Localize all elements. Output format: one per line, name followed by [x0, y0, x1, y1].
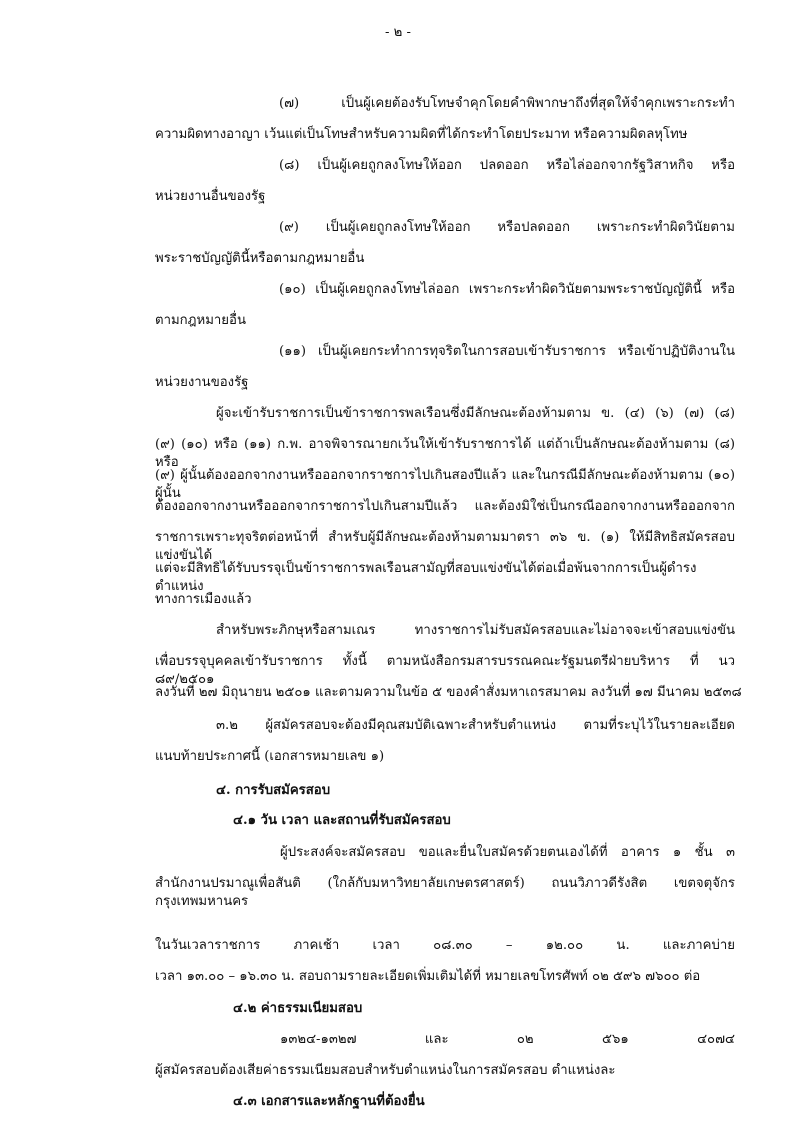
paragraph-line: (๗) เป็นผู้เคยต้องรับโทษจำคุกโดยคำพิพากษาถึงที่สุดให้จำคุกเพราะกระทำ — [279, 96, 735, 111]
paragraph-line: (๑๑) เป็นผู้เคยกระทำการทุจริตในการสอบเข้ารับราชการ หรือเข้าปฏิบัติงานใน — [279, 344, 735, 359]
section-heading: ๔.๒ ค่าธรรมเนียมสอบ — [233, 1001, 363, 1016]
paragraph-line: ผู้จะเข้ารับราชการเป็นข้าราชการพลเรือนซึ่งมีลักษณะต้องห้ามตาม ข. (๔) (๖) (๗) (๘) — [216, 406, 735, 421]
paragraph-line: ตามกฎหมายอื่น — [155, 313, 246, 328]
paragraph-line: (๙) เป็นผู้เคยถูกลงโทษให้ออก หรือปลดออก เพราะกระทำผิดวินัยตาม — [279, 220, 735, 235]
paragraph-line: ๓.๒ ผู้สมัครสอบจะต้องมีคุณสมบัติเฉพาะสำหรับตำแหน่ง ตามที่ระบุไว้ในรายละเอียด — [216, 718, 735, 733]
paragraph-line: พระราชบัญญัตินี้หรือตามกฎหมายอื่น — [155, 251, 365, 266]
paragraph-line: ในวันเวลาราชการ ภาคเช้า เวลา ๐๘.๓๐ – ๑๒.๐๐ น. และภาคบ่าย — [155, 938, 735, 953]
paragraph-line: สำหรับพระภิกษุหรือสามเณร ทางราชการไม่รับสมัครสอบและไม่อาจจะเข้าสอบแข่งขัน — [216, 623, 735, 638]
paragraph-line: เพื่อบรรจุบุคคลเข้ารับราชการ ทั้งนี้ ตามหนังสือกรมสารบรรณคณะรัฐมนตรีฝ่ายบริหาร ที่ นว ๘๙/๒๕๐๑ — [155, 654, 735, 687]
paragraph-line: ต้องออกจากงานหรือออกจากราชการไปเกินสามปีแล้ว และต้องมิใช่เป็นกรณีออกจากงานหรือออกจาก — [155, 499, 735, 514]
paragraph-line: ผู้สมัครสอบต้องเสียค่าธรรมเนียมสอบสำหรับตำแหน่งในการสมัครสอบ ตำแหน่งละ — [155, 1063, 616, 1078]
page-number: - ๒ - — [385, 25, 411, 40]
paragraph-line: ทางการเมืองแล้ว — [155, 592, 252, 607]
paragraph-line: (๙) (๑๐) หรือ (๑๑) ก.พ. อาจพิจารณายกเว้นให้เข้ารับราชการได้ แต่ถ้าเป็นลักษณะต้องห้ามตาม (๘) หรือ — [155, 437, 735, 470]
paragraph-line: ๑๓๒๔-๑๓๒๗ และ ๐๒ ๕๖๑ ๔๐๗๔ — [280, 1032, 735, 1047]
section-heading: ๔. การรับสมัครสอบ — [216, 783, 331, 798]
paragraph-line: เวลา ๑๓.๐๐ – ๑๖.๓๐ น. สอบถามรายละเอียดเพิ่มเติมได้ที่ หมายเลขโทรศัพท์ ๐๒ ๕๙๖ ๗๖๐๐ ต่อ — [155, 969, 701, 984]
paragraph-line: (๘) เป็นผู้เคยถูกลงโทษให้ออก ปลดออก หรือไล่ออกจากรัฐวิสาหกิจ หรือ — [279, 158, 735, 173]
paragraph-line: แต่จะมีสิทธิได้รับบรรจุเป็นข้าราชการพลเรือนสามัญที่สอบแข่งขันได้ต่อเมื่อพ้นจากการเป็นผู้ดำรงตำแหน่ง — [155, 561, 697, 594]
paragraph-line: หน่วยงานอื่นของรัฐ — [155, 189, 266, 204]
section-heading: ๔.๑ วัน เวลา และสถานที่รับสมัครสอบ — [233, 813, 451, 828]
paragraph-line: (๑๐) เป็นผู้เคยถูกลงโทษไล่ออก เพราะกระทำผิดวินัยตามพระราชบัญญัตินี้ หรือ — [279, 282, 735, 297]
paragraph-line: ราชการเพราะทุจริตต่อหน้าที่ สำหรับผู้มีลักษณะต้องห้ามตามมาตรา ๓๖ ข. (๑) ให้มีสิทธิสมัครสอบแข่งขันได้ — [155, 530, 735, 563]
section-heading: ๔.๓ เอกสารและหลักฐานที่ต้องยื่น — [233, 1094, 425, 1109]
paragraph-line: หน่วยงานของรัฐ — [155, 375, 249, 390]
paragraph-line: สำนักงานปรมาณูเพื่อสันติ (ใกล้กับมหาวิทยาลัยเกษตรศาสตร์) ถนนวิภาวดีรังสิต เขตจตุจักร กรุงเทพมหานคร — [155, 876, 735, 909]
paragraph-line: ผู้ประสงค์จะสมัครสอบ ขอและยื่นใบสมัครด้วยตนเองได้ที่ อาคาร ๑ ชั้น ๓ — [280, 845, 735, 860]
paragraph-line: (๙) ผู้นั้นต้องออกจากงานหรือออกจากราชการไปเกินสองปีแล้ว และในกรณีมีลักษณะต้องห้ามตาม (๑๐) ผู้นั้น — [155, 468, 735, 501]
paragraph-line: แนบท้ายประกาศนี้ (เอกสารหมายเลข ๑) — [155, 749, 385, 764]
paragraph-line: ความผิดทางอาญา เว้นแต่เป็นโทษสำหรับความผิดที่ได้กระทำโดยประมาท หรือความผิดลหุโทษ — [155, 127, 688, 142]
paragraph-line: ลงวันที่ ๒๗ มิถุนายน ๒๕๐๑ และตามความในข้อ ๕ ของคำสั่งมหาเถรสมาคม ลงวันที่ ๑๗ มีนาคม ๒๕๓๘ — [155, 685, 742, 700]
